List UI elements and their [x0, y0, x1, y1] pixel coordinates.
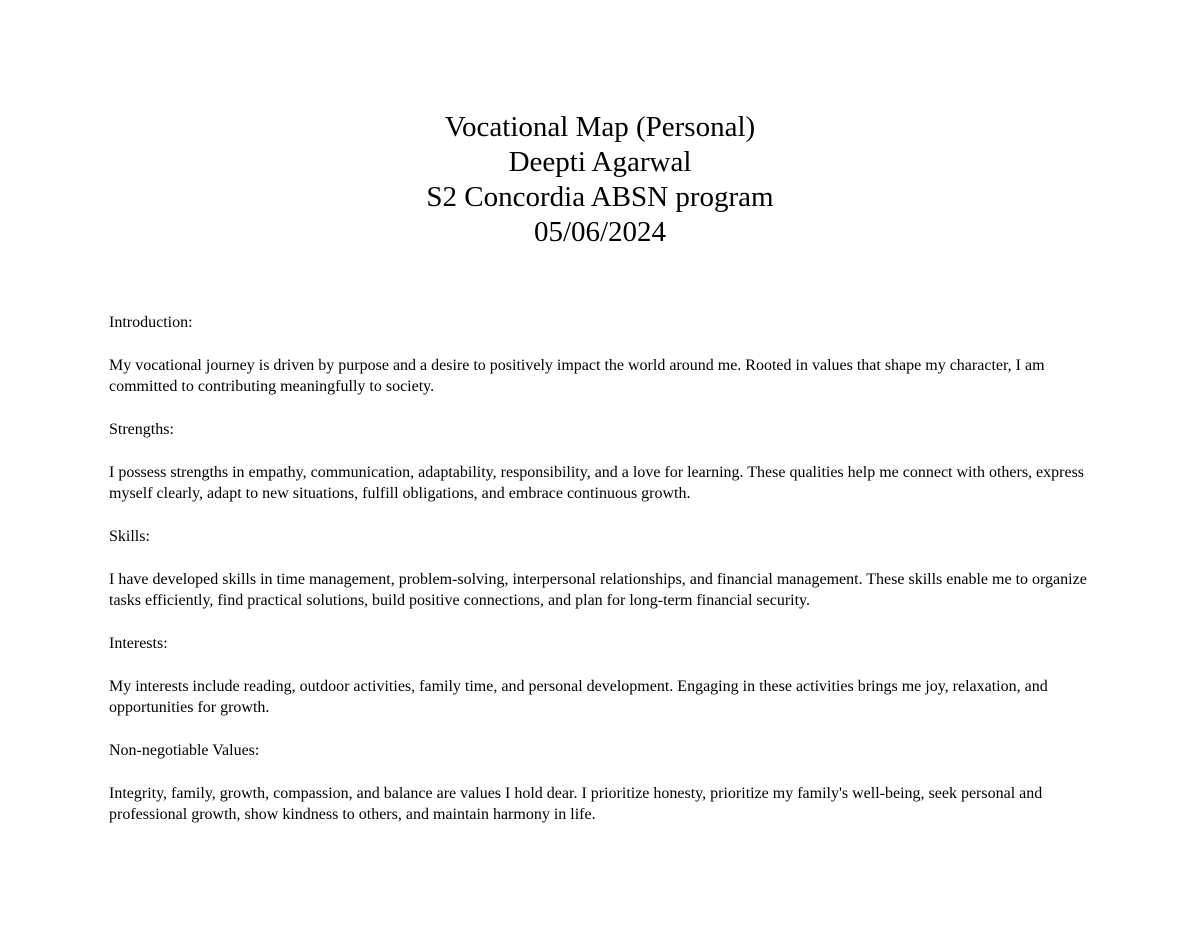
skills-heading: Skills: — [109, 528, 150, 545]
document-body — [109, 312, 1094, 847]
introduction-heading: Introduction: — [109, 314, 193, 331]
interests-paragraph: My interests include reading, outdoor activities, family time, and personal development. Engaging in these activities brings me joy, relaxation, and opportunities for growth. — [109, 678, 1048, 716]
document-title: Vocational Map (Personal) — [444, 111, 756, 143]
values-paragraph: Integrity, family, growth, compassion, and balance are values I hold dear. I prioritize honesty, prioritize my family's well-being, seek personal and professional growth, show kindness to others, and maintain harmony in life. — [109, 785, 1043, 823]
values-heading: Non-negotiable Values: — [109, 742, 260, 759]
strengths-heading: Strengths: — [109, 421, 174, 438]
document-date: 05/06/2024 — [533, 216, 667, 248]
program-name: S2 Concordia ABSN program — [426, 181, 774, 213]
introduction-paragraph: My vocational journey is driven by purpose and a desire to positively impact the world around me. Rooted in values that shape my character, I am committed to contributing meaningfully to society. — [109, 357, 1045, 395]
title-block — [0, 110, 1200, 250]
interests-heading: Interests: — [109, 635, 168, 652]
author-name: Deepti Agarwal — [508, 146, 692, 178]
strengths-paragraph: I possess strengths in empathy, communication, adaptability, responsibility, and a love for learning. These qualities help me connect with others, express myself clearly, adapt to new situations, fulfill obligations, and embrace continuous growth. — [109, 464, 1085, 502]
skills-paragraph: I have developed skills in time management, problem-solving, interpersonal relationships, and financial management. These skills enable me to organize tasks efficiently, find practical solutions, build positive connections, and plan for long-term financial security. — [109, 571, 1087, 609]
